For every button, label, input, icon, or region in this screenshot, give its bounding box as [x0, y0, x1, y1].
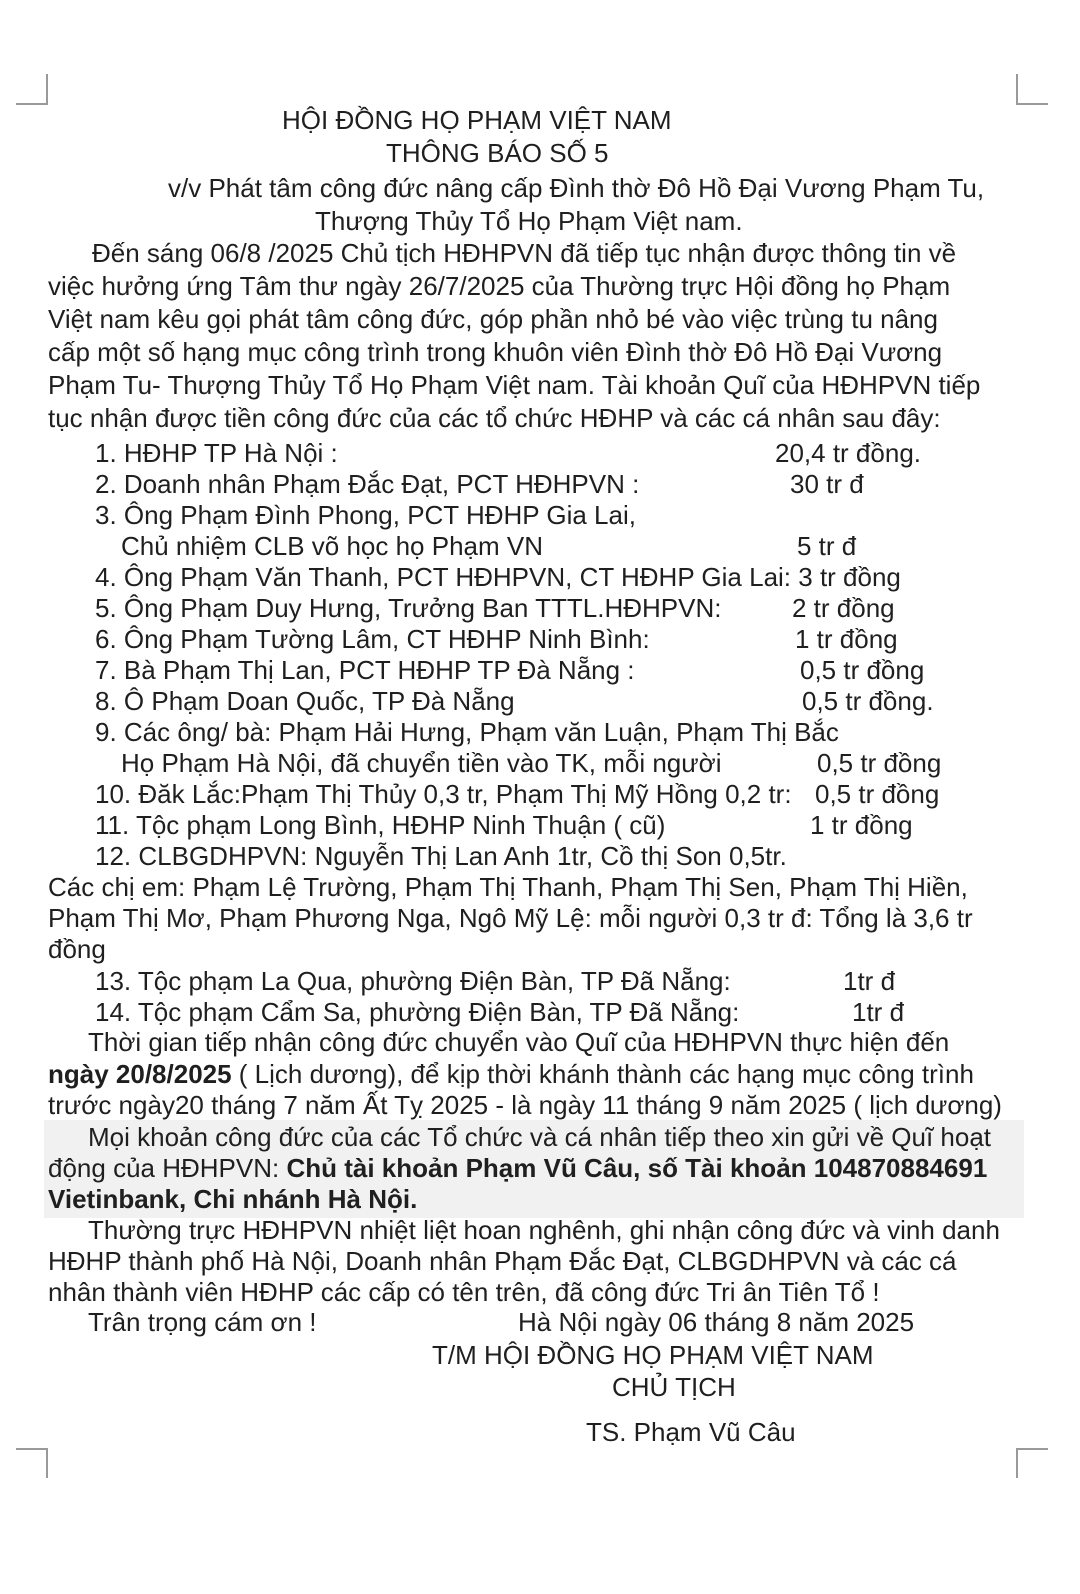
donor-label: 3. Ông Phạm Đình Phong, PCT HĐHP Gia Lai,	[95, 500, 636, 530]
org-title: HỘI ĐỒNG HỌ PHẠM VIỆT NAM	[282, 105, 672, 135]
crop-mark-top-right	[1016, 74, 1018, 104]
intro-line: Phạm Tu- Thượng Thủy Tổ Họ Phạm Việt nam. Tài khoản Quĩ của HĐHPVN tiếp	[48, 370, 981, 400]
thanks-line: HĐHP thành phố Hà Nội, Doanh nhân Phạm Đắc Đạt, CLBGDHPVN và các cá	[48, 1246, 957, 1276]
subject-line-2: Thượng Thủy Tổ Họ Phạm Việt nam.	[315, 206, 743, 236]
intro-line: Đến sáng 06/8 /2025 Chủ tịch HĐHPVN đã tiếp tục nhận được thông tin về	[92, 238, 957, 268]
intro-line: cấp một số hạng mục công trình trong khuôn viên Đình thờ Đô Hồ Đại Vương	[48, 337, 943, 367]
donor-label: 11. Tộc phạm Long Bình, HĐHP Ninh Thuận ( cũ)	[95, 810, 666, 840]
donor-amount: 1tr đ	[843, 966, 896, 996]
crop-mark-top-right-h	[1016, 103, 1048, 105]
crop-mark-top-left	[46, 74, 48, 104]
donor-label: Họ Phạm Hà Nội, đã chuyển tiền vào TK, mỗi người	[121, 748, 722, 778]
donor-label: 7. Bà Phạm Thị Lan, PCT HĐHP TP Đà Nẵng :	[95, 655, 635, 685]
intro-line: Việt nam kêu gọi phát tâm công đức, góp phần nhỏ bé vào việc trùng tu nâng	[48, 304, 938, 334]
group-note-line: đồng	[48, 934, 106, 964]
donor-amount: 1tr đ	[852, 997, 905, 1027]
donor-label: 5. Ông Phạm Duy Hưng, Trưởng Ban TTTL.HĐHPVN:	[95, 593, 722, 623]
subject-line-1: v/v Phát tâm công đức nâng cấp Đình thờ Đô Hồ Đại Vương Phạm Tu,	[168, 173, 985, 203]
signer-title: CHỦ TỊCH	[612, 1372, 736, 1402]
donor-label: 4. Ông Phạm Văn Thanh, PCT HĐHPVN, CT HĐHP Gia Lai: 3 tr đồng	[95, 562, 901, 592]
donor-label: 10. Đăk Lắc:Phạm Thị Thủy 0,3 tr, Phạm Thị Mỹ Hồng 0,2 tr:	[95, 779, 792, 809]
crop-mark-bottom-left-h	[16, 1448, 48, 1450]
crop-mark-bottom-right-h	[1016, 1448, 1048, 1450]
account-holder: Chủ tài khoản Phạm Vũ Câu, số Tài khoản 104870884691	[286, 1153, 988, 1183]
intro-line: việc hưởng ứng Tâm thư ngày 26/7/2025 của Thường trực Hội đồng họ Phạm	[48, 271, 951, 301]
donor-label: 8. Ô Phạm Doan Quốc, TP Đà Nẵng	[95, 686, 515, 716]
donor-label: 14. Tộc phạm Cẩm Sa, phường Điện Bàn, TP Đã Nẵng:	[95, 997, 740, 1027]
deadline-line-3: trước ngày20 tháng 7 năm Ất Tỵ 2025 - là ngày 11 tháng 9 năm 2025 ( lịch dương)	[48, 1090, 1002, 1120]
deadline-line-1: Thời gian tiếp nhận công đức chuyển vào Quĩ của HĐHPVN thực hiện đến	[88, 1027, 950, 1057]
donor-amount: 30 tr đ	[790, 469, 864, 499]
crop-mark-bottom-right	[1016, 1448, 1018, 1478]
group-note-line: Phạm Thị Mơ, Phạm Phương Nga, Ngô Mỹ Lệ: mỗi người 0,3 tr đ: Tổng là 3,6 tr	[48, 903, 973, 933]
deadline-rest: ( Lịch dương), để kịp thời khánh thành các hạng mục công trình	[231, 1059, 974, 1089]
thanks-line: Thường trực HĐHPVN nhiệt liệt hoan nghênh, ghi nhận công đức và vinh danh	[88, 1215, 1000, 1245]
account-bank: Vietinbank, Chi nhánh Hà Nội.	[48, 1184, 418, 1214]
deadline-line-2	[48, 1058, 974, 1090]
donor-amount: 0,5 tr đồng	[815, 779, 940, 809]
donor-amount: 0,5 tr đồng	[817, 748, 942, 778]
account-intro: động của HĐHPVN:	[48, 1153, 287, 1183]
donor-label: 1. HĐHP TP Hà Nội :	[95, 438, 338, 468]
regards: Trân trọng cám ơn !	[88, 1307, 317, 1337]
group-note-line: Các chị em: Phạm Lệ Trường, Phạm Thị Thanh, Phạm Thị Sen, Phạm Thị Hiền,	[48, 872, 968, 902]
donor-amount: 5 tr đ	[797, 531, 857, 561]
donor-label: Chủ nhiệm CLB võ học họ Phạm VN	[121, 531, 543, 561]
notice-title: THÔNG BÁO SỐ 5	[386, 138, 609, 168]
donor-label: 12. CLBGDHPVN: Nguyễn Thị Lan Anh 1tr, Cồ thị Son 0,5tr.	[95, 841, 787, 871]
donor-amount: 20,4 tr đồng.	[775, 438, 921, 468]
on-behalf: T/M HỘI ĐỒNG HỌ PHẠM VIỆT NAM	[432, 1340, 874, 1370]
thanks-line: nhân thành viên HĐHP các cấp có tên trên, đã công đức Tri ân Tiên Tổ !	[48, 1277, 880, 1307]
account-line-1: Mọi khoản công đức của các Tổ chức và cá nhân tiếp theo xin gửi về Quĩ hoạt	[88, 1122, 992, 1152]
donor-label: 2. Doanh nhân Phạm Đắc Đạt, PCT HĐHPVN :	[95, 469, 640, 499]
donor-label: 13. Tộc phạm La Qua, phường Điện Bàn, TP Đã Nẵng:	[95, 966, 731, 996]
donor-amount: 2 tr đồng	[792, 593, 895, 623]
donor-amount: 0,5 tr đồng.	[802, 686, 934, 716]
donor-label: 6. Ông Phạm Tường Lâm, CT HĐHP Ninh Bình:	[95, 624, 650, 654]
deadline-date: ngày 20/8/2025	[48, 1059, 232, 1089]
intro-line: tục nhận được tiền công đức của các tổ chức HĐHP và các cá nhân sau đây:	[48, 403, 941, 433]
place-date: Hà Nội ngày 06 tháng 8 năm 2025	[518, 1307, 915, 1337]
donor-amount: 0,5 tr đồng	[800, 655, 925, 685]
donor-amount: 1 tr đồng	[795, 624, 898, 654]
signer-name: TS. Phạm Vũ Câu	[586, 1417, 796, 1447]
crop-mark-top-left-h	[16, 103, 48, 105]
donor-amount: 1 tr đồng	[810, 810, 913, 840]
account-line-2	[48, 1152, 987, 1184]
crop-mark-bottom-left	[46, 1448, 48, 1478]
donor-label: 9. Các ông/ bà: Phạm Hải Hưng, Phạm văn Luận, Phạm Thị Bắc	[95, 717, 839, 747]
